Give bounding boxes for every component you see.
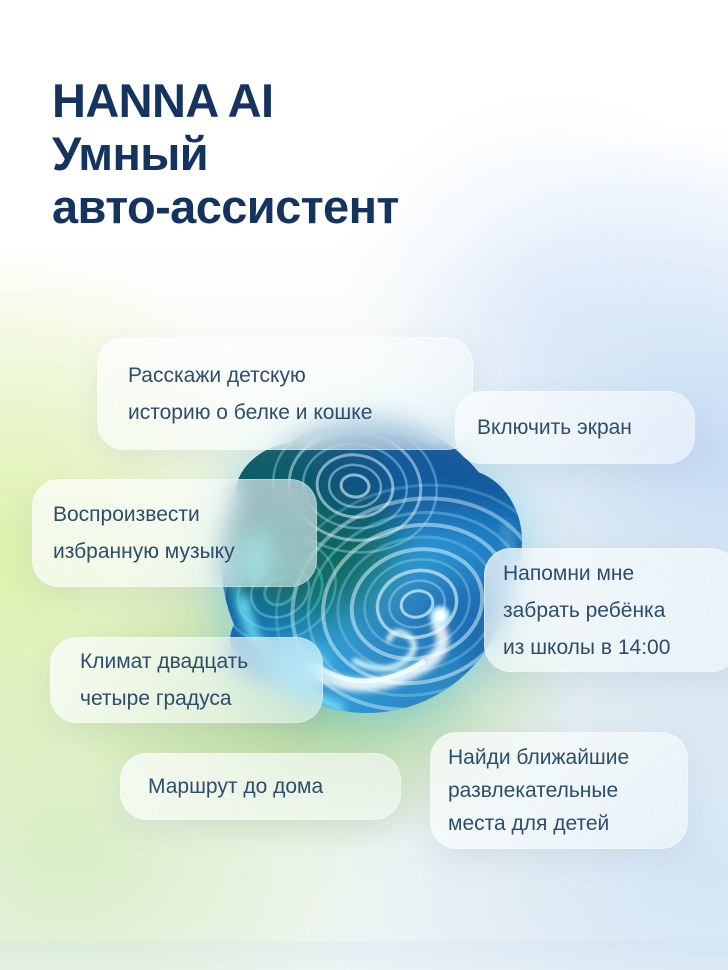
bubble-line: места для детей (448, 812, 610, 835)
bottom-gradient-band (0, 941, 728, 970)
bubble-line: Климат двадцать (80, 650, 249, 673)
bubble-line: четыре градуса (80, 687, 232, 710)
command-bubble-climate (50, 637, 323, 723)
title-line-3: авто-ассистент (52, 180, 399, 233)
bubble-line: Найди ближайшие (448, 746, 630, 769)
bubble-line: Маршрут до дома (148, 775, 324, 798)
bubble-line: развлекательные (448, 779, 619, 802)
bubble-line: Воспроизвести (53, 503, 200, 526)
command-bubble-play-music (32, 479, 317, 587)
command-bubble-find-places (430, 732, 688, 849)
page-title (52, 74, 399, 233)
bubble-line: избранную музыку (53, 540, 235, 563)
command-bubble-screen-on (455, 391, 695, 464)
command-bubble-route-home (120, 753, 401, 820)
command-bubble-reminder (484, 548, 728, 672)
bubble-line: Расскажи детскую (128, 363, 306, 387)
bubble-line: из школы в 14:00 (503, 635, 671, 659)
command-bubble-tell-story (97, 337, 473, 450)
bubble-line: Включить экран (477, 416, 632, 439)
bubble-line: Напомни мне (503, 561, 635, 585)
title-line-brand: HANNA AI (52, 74, 274, 127)
title-line-2: Умный (52, 127, 209, 180)
bubble-line: историю о белке и кошке (128, 400, 373, 424)
bubble-line: забрать ребёнка (503, 598, 666, 622)
